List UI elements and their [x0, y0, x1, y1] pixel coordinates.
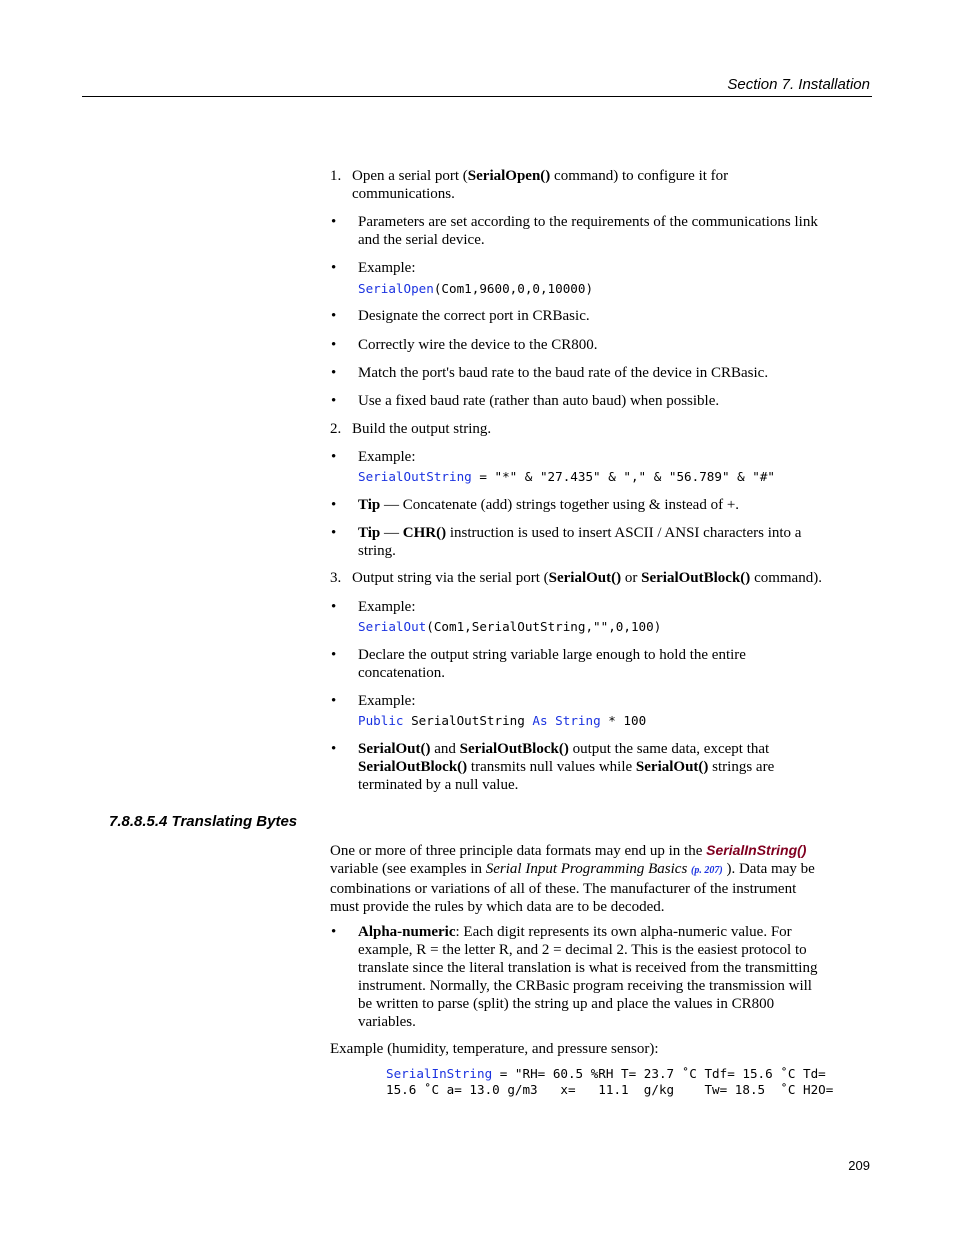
code-serialout: SerialOut(Com1,SerialOutString,"",0,100): [358, 619, 662, 634]
section-heading: 7.8.8.5.4 Translating Bytes: [109, 813, 298, 830]
bullet-parameters: Parameters are set according to the requirements of the communications link and the serial device.: [358, 214, 818, 248]
bullet-icon: •: [331, 741, 337, 757]
bullet-serialout-compare: SerialOut() and SerialOutBlock() output the same data, except that SerialOutBlock() transmits null values while SerialOut() strings are terminated by a null value.: [358, 741, 775, 793]
step-number: 2.: [330, 421, 342, 437]
bullet-example-label: Example:: [358, 693, 416, 709]
bullet-icon: •: [331, 365, 337, 381]
bullet-fixed-baud: Use a fixed baud rate (rather than auto baud) when possible.: [358, 393, 720, 409]
example-label: Example (humidity, temperature, and pressure sensor):: [330, 1041, 659, 1057]
bullet-icon: •: [331, 337, 337, 353]
step-number: 3.: [330, 570, 342, 586]
bullet-wire-device: Correctly wire the device to the CR800.: [358, 337, 598, 353]
running-header: Section 7. Installation: [727, 76, 870, 93]
bullet-alpha-numeric: Alpha-numeric: Each digit represents its own alpha-numeric value. For example, R = the letter R, and 2 = decimal 2. This is the easiest protocol to translate since the literal translation is what is received from the transmitting instrument. Normally, the CRBasic program receiving the transmission will be written to parse (split) the string up and place the values in CR800 variables.: [358, 924, 818, 1030]
bullet-icon: •: [331, 449, 337, 465]
page-reference-link[interactable]: (p. 207): [691, 865, 723, 876]
bullet-icon: •: [331, 525, 337, 541]
bullet-icon: •: [331, 647, 337, 663]
code-serialinstring: SerialInString = "RH= 60.5 %RH T= 23.7 ˚C Tdf= 15.6 ˚C Td= 15.6 ˚C a= 13.0 g/m3 x= 11.1 g/kg Tw= 18.5 ˚C H2O=: [386, 1066, 834, 1097]
bullet-icon: •: [331, 497, 337, 513]
bullet-icon: •: [331, 693, 337, 709]
step-1-text: Open a serial port (SerialOpen() command) to configure it for communications.: [352, 168, 729, 202]
bullet-example-label: Example:: [358, 260, 416, 276]
bullet-icon: •: [331, 260, 337, 276]
code-public-declaration: Public SerialOutString As String * 100: [358, 713, 647, 728]
bullet-icon: •: [331, 393, 337, 409]
bullet-example-label: Example:: [358, 449, 416, 465]
page-number: 209: [848, 1158, 870, 1173]
bullet-example-label: Example:: [358, 599, 416, 615]
header-rule: [82, 96, 872, 97]
bullet-icon: •: [331, 308, 337, 324]
bullet-icon: •: [331, 599, 337, 615]
step-number: 1.: [330, 168, 342, 184]
intro-paragraph: One or more of three principle data formats may end up in the SerialInString() variable (see examples in Serial Input Programming Basics (p. 207) ). Data may be combinations or variations of all of these. The manufacturer of the instrument must provide the rules by which data are to be decoded.: [330, 842, 815, 915]
bullet-baud-match: Match the port's baud rate to the baud rate of the device in CRBasic.: [358, 365, 769, 381]
step-2-text: Build the output string.: [352, 421, 492, 437]
bullet-tip-chr: Tip — CHR() instruction is used to insert ASCII / ANSI characters into a string.: [358, 525, 802, 559]
bullet-icon: •: [331, 214, 337, 230]
bullet-declare-string: Declare the output string variable large enough to hold the entire concatenation.: [358, 647, 746, 681]
step-3-text: Output string via the serial port (SerialOut() or SerialOutBlock() command).: [352, 570, 822, 586]
instruction-link[interactable]: SerialInString(): [706, 842, 807, 858]
bullet-designate-port: Designate the correct port in CRBasic.: [358, 308, 590, 324]
code-serialopen: SerialOpen(Com1,9600,0,0,10000): [358, 281, 594, 296]
bullet-icon: •: [331, 924, 337, 940]
bullet-tip-concatenate: Tip — Concatenate (add) strings together using & instead of +.: [358, 497, 740, 513]
code-serialoutstring: SerialOutString = "*" & "27.435" & "," & "56.789" & "#": [358, 469, 776, 484]
